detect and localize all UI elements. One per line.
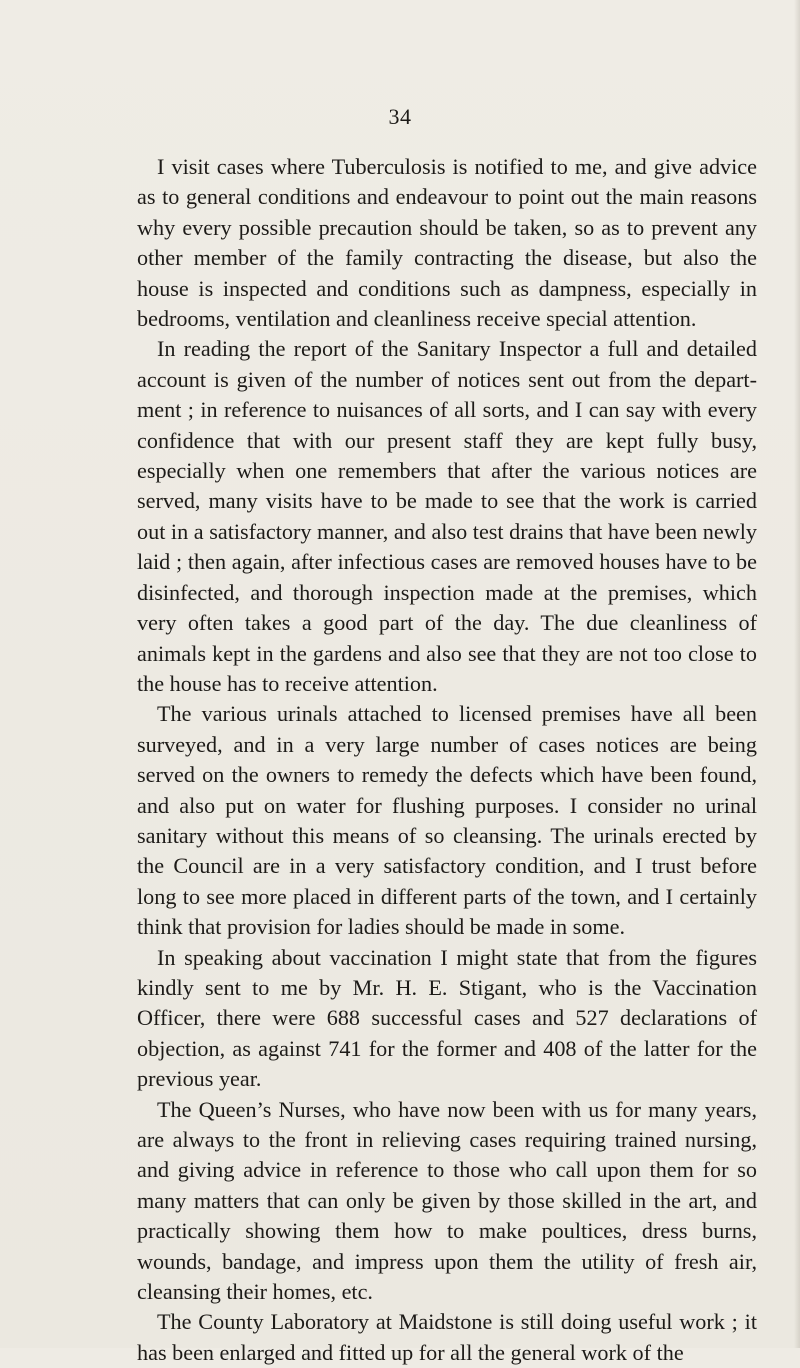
paragraph-county-laboratory: The County Laboratory at Maidstone is still doing useful work ; it has been enlarged and fitted up for all the general work of the [137,1309,757,1365]
paragraph-sanitary-inspector: In reading the report of the Sanitary Inspector a full and detailed account is given of the number of notices sent out from the depart- ment ; in reference to nuisances of all sorts, and I can say with every confidence that with our present staff they are kept fully busy, especially when one remembers that after the various notices are served, many visits have to be made to see that the work is carried out in a satisfactory manner, and also test drains that have been newly laid ; then again, after infectious cases are removed houses have to be disinfected, and thorough inspection made at the premises, which very often takes a good part of the day. The due cleanliness of animals kept in the gardens and also see that they are not too close to the house has to receive attention. [137,336,757,696]
paragraph-urinals: The various urinals attached to licensed premises have all been surveyed, and in a very large number of cases notices are being served on the owners to remedy the defects which have been found, and also put on water for flushing purposes. I consider no urinal sanitary without this means of so cleansing. The urinals erected by the Council are in a very satisfactory condition, and I trust before long to see more placed in different parts of the town, and I certainly think that provision for ladies should be made in some. [137,701,757,940]
page-number: 34 [388,104,412,129]
page-edge-shadow [794,0,800,1348]
body-text [137,152,757,1368]
paragraph-vaccination: In speaking about vaccination I might state that from the figures kindly sent to me by Mr. H. E. Stigant, who is the Vaccination Officer, there were 688 successful cases and 527 declarations of objection, as against 741 for the former and 408 of the latter for the previous year. [137,944,757,1092]
paragraph-queens-nurses: The Queen’s Nurses, who have now been with us for many years, are always to the front in relieving cases requiring trained nursing, and giving advice in reference to those who call upon them for so many matters that can only be given by those skilled in the art, and practically showing them how to make poultices, dress burns, wounds, bandage, and impress upon them the utility of fresh air, cleansing their homes, etc. [137,1096,757,1305]
paragraph-tuberculosis: I visit cases where Tuberculosis is notified to me, and give advice as to general conditions and endeavour to point out the main reasons why every possible precaution should be taken, so as to prevent any other member of the family contracting the disease, but also the house is inspected and conditions such as dampness, especially in bedrooms, ventilation and cleanliness receive special attention. [137,154,757,332]
